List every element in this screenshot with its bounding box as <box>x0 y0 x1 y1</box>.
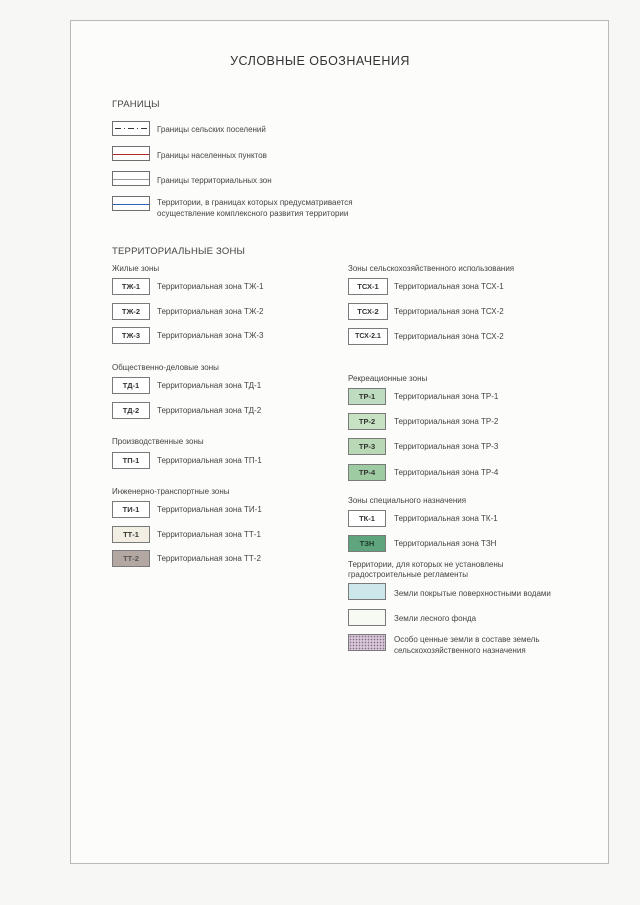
zone-tt1-swatch: ТТ-1 <box>112 526 150 543</box>
water-lands-swatch <box>348 583 386 600</box>
zone-tzh3-label: Территориальная зона ТЖ-3 <box>157 331 264 340</box>
transport-heading: Инженерно-транспортные зоны <box>112 487 230 496</box>
forest-lands-label: Земли лесного фонда <box>394 614 477 623</box>
rural-settlement-border-swatch <box>112 121 150 136</box>
valuable-lands-label-2: сельскохозяйственного назначения <box>394 646 526 655</box>
industrial-heading: Производственные зоны <box>112 437 204 446</box>
zone-td2-label: Территориальная зона ТД-2 <box>157 406 262 415</box>
zone-tzn-label: Территориальная зона ТЗН <box>394 539 497 548</box>
zone-td1-label: Территориальная зона ТД-1 <box>157 381 262 390</box>
complex-development-border-label-1: Территории, в границах которых предусматривается <box>157 198 353 207</box>
zone-ti1-swatch: ТИ-1 <box>112 501 150 518</box>
complex-development-border-label-2: осуществление комплексного развития территории <box>157 209 349 218</box>
zone-tzh3-swatch: ТЖ-3 <box>112 327 150 344</box>
zone-tsx2-label: Территориальная зона ТСХ-2 <box>394 307 504 316</box>
zone-tzh1-swatch: ТЖ-1 <box>112 278 150 295</box>
zone-td1-swatch: ТД-1 <box>112 377 150 394</box>
agri-heading: Зоны сельскохозяйственного использования <box>348 264 515 273</box>
zone-tr2-swatch: ТР-2 <box>348 413 386 430</box>
residential-heading: Жилые зоны <box>112 264 160 273</box>
rural-settlement-border-label: Границы сельских поселений <box>157 125 266 134</box>
zone-tzh1-label: Территориальная зона ТЖ-1 <box>157 282 264 291</box>
zone-tzn-swatch: ТЗН <box>348 535 386 552</box>
zone-tsx1-swatch: ТСХ-1 <box>348 278 388 295</box>
zone-tr1-swatch: ТР-1 <box>348 388 386 405</box>
zone-tr1-label: Территориальная зона ТР-1 <box>394 392 499 401</box>
page-title: УСЛОВНЫЕ ОБОЗНАЧЕНИЯ <box>230 54 410 68</box>
noreg-heading-2: градостроительные регламенты <box>348 570 468 579</box>
noreg-heading-1: Территории, для которых не установлены <box>348 560 504 569</box>
zone-tsx1-label: Территориальная зона ТСХ-1 <box>394 282 504 291</box>
forest-lands-swatch <box>348 609 386 626</box>
water-lands-label: Земли покрытые поверхностными водами <box>394 589 551 598</box>
zone-tsx21-swatch: ТСХ-2.1 <box>348 328 388 345</box>
zone-tt2-swatch: ТТ-2 <box>112 550 150 567</box>
valuable-lands-label-1: Особо ценные земли в составе земель <box>394 635 540 644</box>
borders-heading: ГРАНИЦЫ <box>112 99 160 110</box>
zone-tsx21-label: Территориальная зона ТСХ-2 <box>394 332 504 341</box>
zone-tp1-swatch: ТП-1 <box>112 452 150 469</box>
settlement-border-label: Границы населенных пунктов <box>157 151 267 160</box>
zone-tt1-label: Территориальная зона ТТ-1 <box>157 530 261 539</box>
zone-tt2-label: Территориальная зона ТТ-2 <box>157 554 261 563</box>
settlement-border-swatch <box>112 146 150 161</box>
zone-tsx2-swatch: ТСХ-2 <box>348 303 388 320</box>
special-heading: Зоны специального назначения <box>348 496 467 505</box>
zone-tk1-label: Территориальная зона ТК-1 <box>394 514 498 523</box>
complex-development-border-swatch <box>112 196 150 211</box>
zone-border-label: Границы территориальных зон <box>157 176 272 185</box>
zone-tzh2-label: Территориальная зона ТЖ-2 <box>157 307 264 316</box>
zone-tr3-label: Территориальная зона ТР-3 <box>394 442 499 451</box>
zone-tr4-label: Территориальная зона ТР-4 <box>394 468 499 477</box>
zone-tp1-label: Территориальная зона ТП-1 <box>157 456 262 465</box>
zone-ti1-label: Территориальная зона ТИ-1 <box>157 505 262 514</box>
zone-border-swatch <box>112 171 150 186</box>
zone-tr2-label: Территориальная зона ТР-2 <box>394 417 499 426</box>
zone-td2-swatch: ТД-2 <box>112 402 150 419</box>
zone-tzh2-swatch: ТЖ-2 <box>112 303 150 320</box>
zone-tr4-swatch: ТР-4 <box>348 464 386 481</box>
zone-tk1-swatch: ТК-1 <box>348 510 386 527</box>
recreation-heading: Рекреационные зоны <box>348 374 428 383</box>
valuable-lands-swatch <box>348 634 386 651</box>
zones-heading: ТЕРРИТОРИАЛЬНЫЕ ЗОНЫ <box>112 246 246 257</box>
business-heading: Общественно-деловые зоны <box>112 363 219 372</box>
zone-tr3-swatch: ТР-3 <box>348 438 386 455</box>
